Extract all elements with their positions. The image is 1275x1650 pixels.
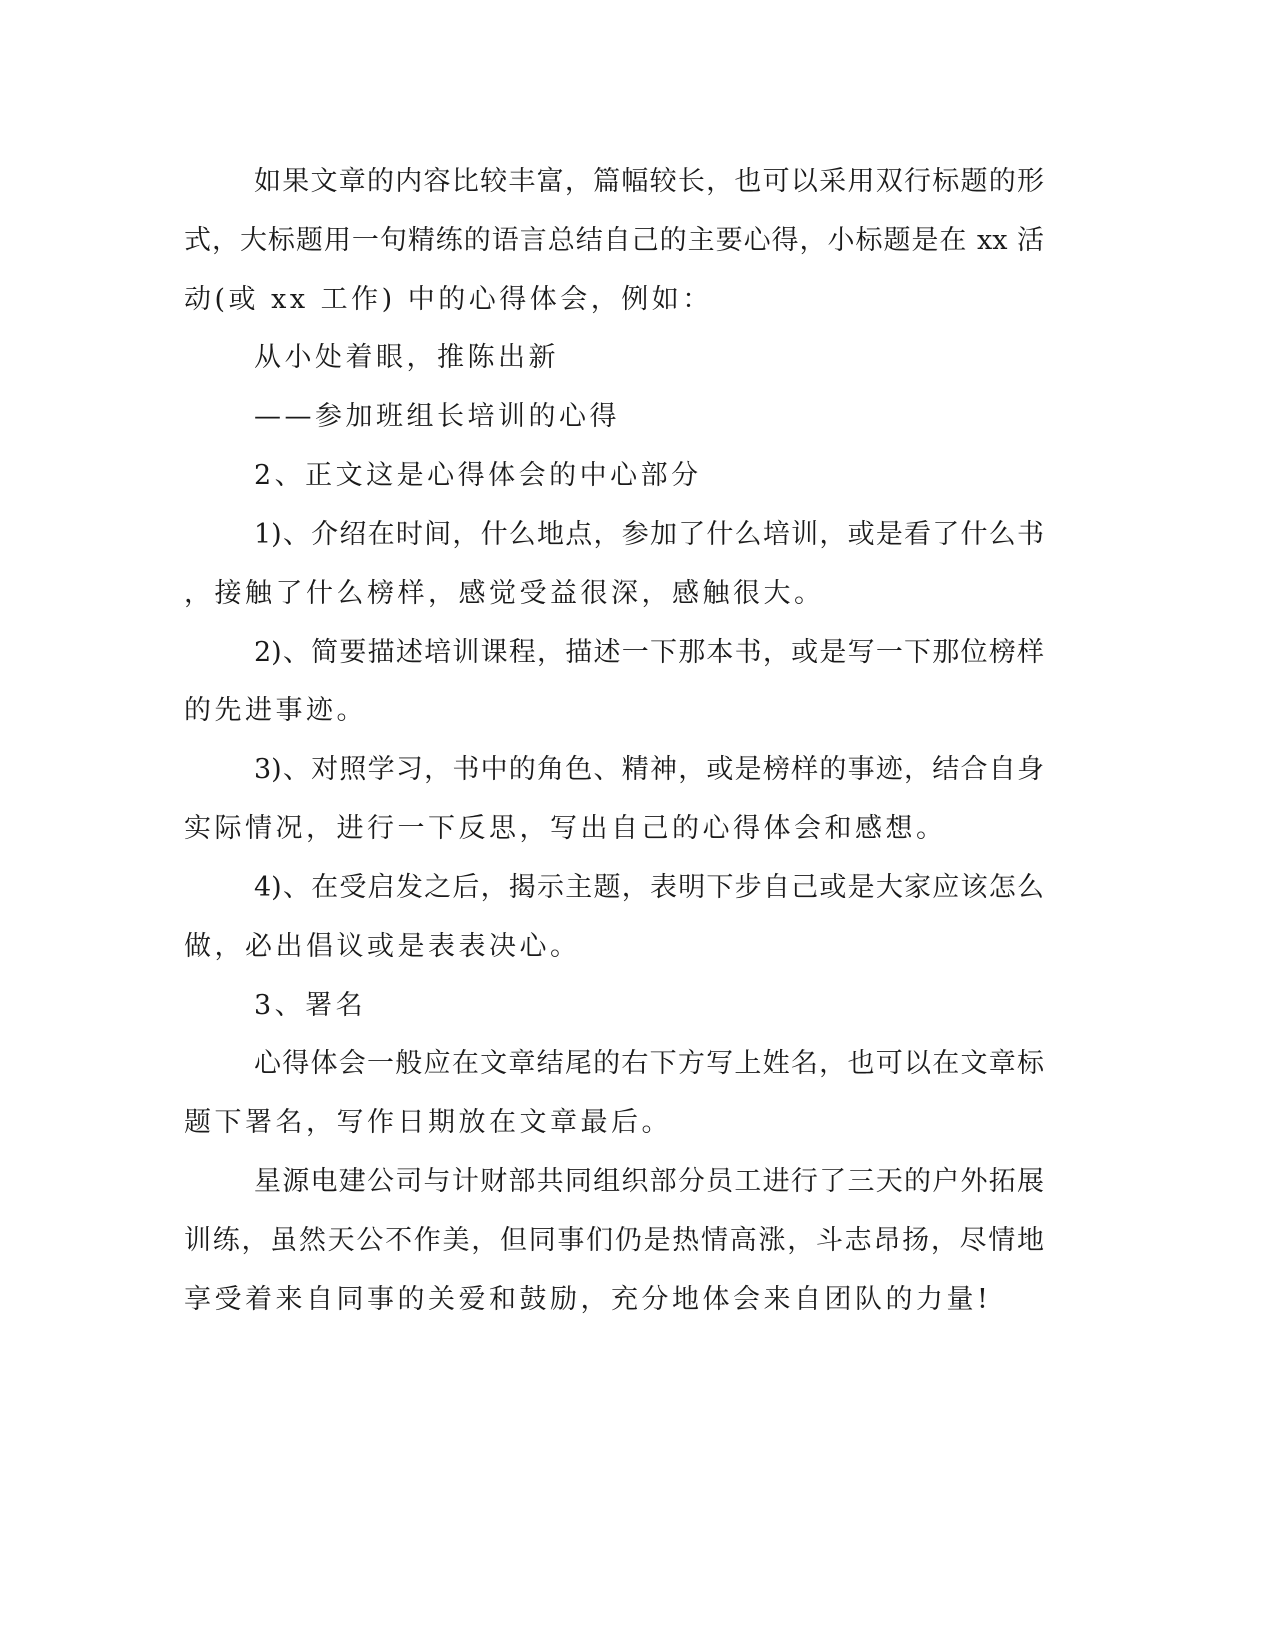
- body-text-line: 从小处着眼，推陈出新: [254, 342, 559, 373]
- body-text-line: ——参加班组长培训的心得: [254, 401, 620, 432]
- body-text-line: 式，大标题用一句精练的语言总结自己的主要心得，小标题是在 xx 活: [184, 225, 1044, 256]
- body-text-line: ，接触了什么榜样，感觉受益很深，感触很大。: [184, 578, 825, 609]
- body-text-line: 享受着来自同事的关爱和鼓励，充分地体会来自团队的力量!: [184, 1284, 992, 1315]
- body-text-line: 1)、介绍在时间，什么地点，参加了什么培训，或是看了什么书: [254, 519, 1044, 550]
- section-heading: 3、署名: [254, 990, 367, 1021]
- section-heading: 2、正文这是心得体会的中心部分: [254, 460, 702, 491]
- body-text-line: 做，必出倡议或是表表决心。: [184, 931, 581, 962]
- body-text-line: 实际情况，进行一下反思，写出自己的心得体会和感想。: [184, 813, 947, 844]
- body-text-line: 训练，虽然天公不作美，但同事们仍是热情高涨，斗志昂扬，尽情地: [184, 1225, 1044, 1256]
- body-text-line: 星源电建公司与计财部共同组织部分员工进行了三天的户外拓展: [254, 1166, 1044, 1197]
- body-text-line: 2)、简要描述培训课程，描述一下那本书，或是写一下那位榜样: [254, 637, 1044, 668]
- body-text-line: 动(或 xx 工作) 中的心得体会，例如：: [184, 284, 713, 315]
- body-text-line: 3)、对照学习，书中的角色、精神，或是榜样的事迹，结合自身: [254, 754, 1044, 785]
- body-text-line: 题下署名，写作日期放在文章最后。: [184, 1107, 672, 1138]
- body-text-line: 如果文章的内容比较丰富，篇幅较长，也可以采用双行标题的形: [254, 166, 1044, 197]
- body-text-line: 4)、在受启发之后，揭示主题，表明下步自己或是大家应该怎么: [254, 872, 1044, 903]
- body-text-line: 心得体会一般应在文章结尾的右下方写上姓名，也可以在文章标: [254, 1048, 1044, 1079]
- body-text-line: 的先进事迹。: [184, 695, 367, 726]
